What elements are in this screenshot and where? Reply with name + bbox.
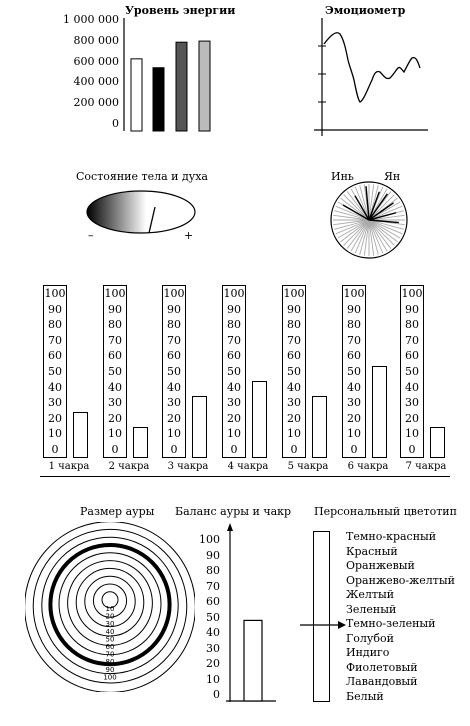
- color-type-item: Зеленый: [346, 602, 397, 616]
- body-spirit-gauge: [80, 185, 200, 245]
- chakra-scale-tick: 80: [347, 318, 361, 332]
- energy-bar-1: [131, 59, 142, 131]
- chakra-scale-tick: 30: [227, 396, 241, 410]
- chakra-scale-tick: 90: [167, 302, 181, 316]
- chakra-scale-tick: 10: [108, 427, 122, 441]
- color-type-item: Желтый: [346, 588, 395, 601]
- chakra-scale-tick: 30: [48, 396, 62, 410]
- chakra-scale-tick: 60: [167, 349, 181, 363]
- chakra-scale-4: [222, 285, 246, 458]
- chakra-scale-3: [162, 285, 186, 458]
- aura-ring-label: 40: [105, 627, 115, 636]
- aura-balance-title: Баланс ауры и чакр: [175, 505, 292, 518]
- energy-bar-3: [176, 42, 187, 131]
- chakra-scale-tick: 50: [167, 365, 181, 378]
- aura-balance-tick: 10: [206, 672, 220, 686]
- yin-label: Инь: [331, 170, 354, 183]
- chakra-scale-tick: 0: [230, 443, 238, 456]
- chakra-label: 6 чакра: [347, 461, 389, 472]
- chakra-scale-tick: 20: [108, 411, 122, 425]
- aura-balance-tick: 100: [199, 533, 220, 546]
- chakra-scale-7: [400, 285, 424, 458]
- energy-tick-label: 800 000: [73, 33, 119, 47]
- chakra-scale-1: [43, 285, 67, 458]
- chakra-bar-3: [192, 396, 207, 458]
- chakra-scale-tick: 80: [405, 318, 419, 332]
- aura-balance-tick: 90: [206, 548, 220, 562]
- chakra-scale-tick: 70: [227, 333, 241, 347]
- chakra-scale-tick: 70: [48, 333, 62, 347]
- energy-tick-label: 200 000: [73, 96, 119, 110]
- chakra-scale-tick: 90: [405, 302, 419, 316]
- aura-ring-label: 10: [105, 605, 115, 613]
- color-type-item: Белый: [346, 689, 384, 703]
- yin-yang-dial: [330, 180, 410, 260]
- chakra-scale-tick: 50: [48, 365, 62, 378]
- chakra-scale-tick: 0: [51, 443, 59, 456]
- chakra-scale-tick: 0: [290, 443, 298, 456]
- energy-tick-label: 400 000: [73, 75, 119, 89]
- aura-balance-tick: 50: [206, 610, 220, 624]
- chakra-scale-tick: 90: [347, 302, 361, 316]
- emotiometer-chart: [300, 0, 460, 140]
- body-spirit-minus: –: [88, 229, 94, 242]
- color-type-item: Оранжево-желтый: [346, 573, 455, 587]
- chakra-bar-5: [312, 396, 327, 458]
- aura-balance-tick: 30: [206, 641, 220, 655]
- chakra-scale-tick: 10: [347, 427, 361, 441]
- chakra-scale-tick: 100: [401, 287, 423, 300]
- chakra-scale-tick: 10: [227, 427, 241, 441]
- color-type-list: [346, 530, 455, 704]
- chakra-scale-tick: 80: [287, 318, 301, 332]
- chakra-label: 7 чакра: [405, 461, 447, 472]
- chakra-scale-tick: 20: [347, 411, 361, 425]
- chakra-scale-tick: 40: [48, 380, 62, 394]
- color-type-title: Персональный цветотип: [314, 505, 457, 518]
- chakra-scale-tick: 60: [287, 349, 301, 363]
- chakra-scale-tick: 0: [111, 443, 119, 456]
- chakra-bar-6: [372, 366, 387, 458]
- aura-balance-tick: 40: [206, 626, 220, 639]
- chakra-scale-tick: 30: [108, 396, 122, 410]
- color-type-item: Фиолетовый: [346, 660, 418, 674]
- chakra-scale-tick: 30: [287, 396, 301, 410]
- chakra-scale-tick: 10: [405, 427, 419, 441]
- aura-ring-label: 50: [105, 635, 115, 644]
- chakra-scale-tick: 90: [227, 302, 241, 316]
- color-type-pointer: [300, 618, 350, 632]
- aura-balance-tick: 80: [206, 564, 220, 577]
- aura-ring-label: 20: [105, 612, 115, 621]
- chakra-scale-tick: 40: [405, 380, 419, 394]
- color-type-item: Голубой: [346, 631, 394, 645]
- energy-tick-label: 1 000 000: [63, 13, 119, 26]
- chakra-scale-tick: 20: [167, 411, 181, 425]
- energy-title: Уровень энергии: [125, 4, 236, 17]
- chakra-scale-tick: 60: [347, 349, 361, 363]
- chakra-scale-tick: 50: [405, 365, 419, 378]
- chakra-scale-tick: 0: [408, 443, 416, 456]
- chakra-scale-tick: 50: [108, 365, 122, 378]
- chakra-scale-tick: 20: [48, 411, 62, 425]
- chakra-scale-tick: 70: [347, 333, 361, 347]
- chakra-scale-tick: 40: [227, 380, 241, 394]
- chakra-scale-tick: 80: [108, 318, 122, 332]
- chakra-scale-tick: 50: [287, 365, 301, 378]
- chakra-scale-tick: 0: [170, 443, 178, 456]
- chakra-scale-tick: 90: [48, 302, 62, 316]
- aura-balance-tick: 60: [206, 595, 220, 608]
- color-type-item: Красный: [346, 544, 398, 558]
- aura-balance-bar: [244, 620, 262, 701]
- chakra-scale-2: [103, 285, 127, 458]
- aura-balance-tick: 70: [206, 579, 220, 593]
- chakra-scale-tick: 100: [104, 287, 126, 300]
- chakra-scale-tick: 100: [343, 287, 365, 300]
- chakra-scale-tick: 40: [108, 380, 122, 394]
- chakra-scale-tick: 50: [227, 365, 241, 378]
- aura-ring-label: 30: [105, 620, 115, 629]
- aura-balance-tick: 0: [213, 688, 220, 701]
- aura-ring-label: 90: [105, 665, 115, 674]
- aura-balance-chart: [220, 520, 280, 705]
- chakra-scale-tick: 20: [287, 411, 301, 425]
- chakra-scale-tick: 60: [48, 349, 62, 363]
- chakra-bar-4: [252, 381, 267, 458]
- chakras-divider: [40, 476, 450, 477]
- energy-tick-label: 600 000: [73, 54, 119, 68]
- color-type-column: [313, 531, 330, 702]
- chakra-scale-tick: 100: [223, 287, 245, 300]
- chakra-bar-7: [430, 427, 445, 458]
- chakra-scale-tick: 60: [227, 349, 241, 363]
- emotiometer-title: Эмоциометр: [325, 4, 406, 17]
- aura-ring-label: 70: [105, 650, 115, 659]
- body-spirit-plus: +: [184, 229, 194, 242]
- energy-chart: [0, 0, 240, 140]
- chakra-scale-tick: 40: [347, 380, 361, 394]
- chakra-scale-tick: 80: [167, 318, 181, 332]
- aura-ring-label: 60: [105, 643, 115, 651]
- chakra-bar-1: [73, 412, 88, 458]
- color-type-item: Лавандовый: [346, 675, 418, 688]
- chakra-label: 4 чакра: [227, 461, 269, 472]
- aura-ring-label: 100: [103, 673, 117, 682]
- chakra-label: 1 чакра: [48, 461, 90, 472]
- chakra-scale-tick: 70: [287, 333, 301, 347]
- body-spirit-title: Состояние тела и духа: [76, 170, 208, 183]
- chakra-scale-tick: 0: [350, 443, 358, 456]
- chakra-scale-tick: 10: [48, 427, 62, 441]
- chakra-scale-tick: 100: [44, 287, 66, 300]
- aura-balance-tick: 20: [206, 657, 220, 670]
- color-type-item: Индиго: [346, 646, 390, 659]
- energy-tick-label: 0: [112, 117, 119, 130]
- chakra-scale-5: [282, 285, 306, 458]
- chakra-scale-tick: 80: [227, 318, 241, 332]
- chakra-scale-tick: 80: [48, 318, 62, 332]
- color-type-item: Темно-красный: [346, 530, 437, 543]
- energy-bar-4: [199, 41, 210, 131]
- chakra-scale-tick: 100: [163, 287, 185, 300]
- chakra-scale-tick: 30: [405, 396, 419, 410]
- chakra-label: 5 чакра: [287, 461, 329, 472]
- yang-label: Ян: [384, 170, 401, 183]
- chakra-scale-tick: 40: [287, 380, 301, 394]
- chakra-label: 2 чакра: [108, 461, 150, 472]
- chakra-scale-tick: 40: [167, 380, 181, 394]
- chakra-scale-tick: 10: [167, 427, 181, 441]
- color-type-item: Темно-зеленый: [346, 617, 436, 630]
- chakra-scale-tick: 20: [227, 411, 241, 425]
- chakra-scale-tick: 70: [108, 333, 122, 347]
- color-type-item: Оранжевый: [346, 559, 415, 572]
- chakra-scale-tick: 30: [347, 396, 361, 410]
- chakra-scale-tick: 60: [405, 349, 419, 363]
- chakra-bar-2: [133, 427, 148, 458]
- chakra-scale-tick: 90: [108, 302, 122, 316]
- aura-size-title: Размер ауры: [80, 505, 155, 518]
- chakra-scale-tick: 90: [287, 302, 301, 316]
- aura-ring-label: 80: [105, 658, 115, 667]
- chakra-scale-tick: 70: [405, 333, 419, 347]
- chakra-scale-tick: 100: [283, 287, 305, 300]
- chakra-scale-tick: 10: [287, 427, 301, 441]
- emotiometer-line: [324, 33, 420, 102]
- chakra-scale-tick: 50: [347, 365, 361, 378]
- energy-bar-2: [153, 68, 164, 131]
- chakra-scale-tick: 20: [405, 411, 419, 425]
- chakra-label: 3 чакра: [167, 461, 209, 472]
- chakra-scale-tick: 70: [167, 333, 181, 347]
- chakra-scale-tick: 60: [108, 349, 122, 363]
- body-spirit-ellipse: [87, 191, 195, 233]
- chakra-scale-tick: 30: [167, 396, 181, 410]
- chakra-scale-6: [342, 285, 366, 458]
